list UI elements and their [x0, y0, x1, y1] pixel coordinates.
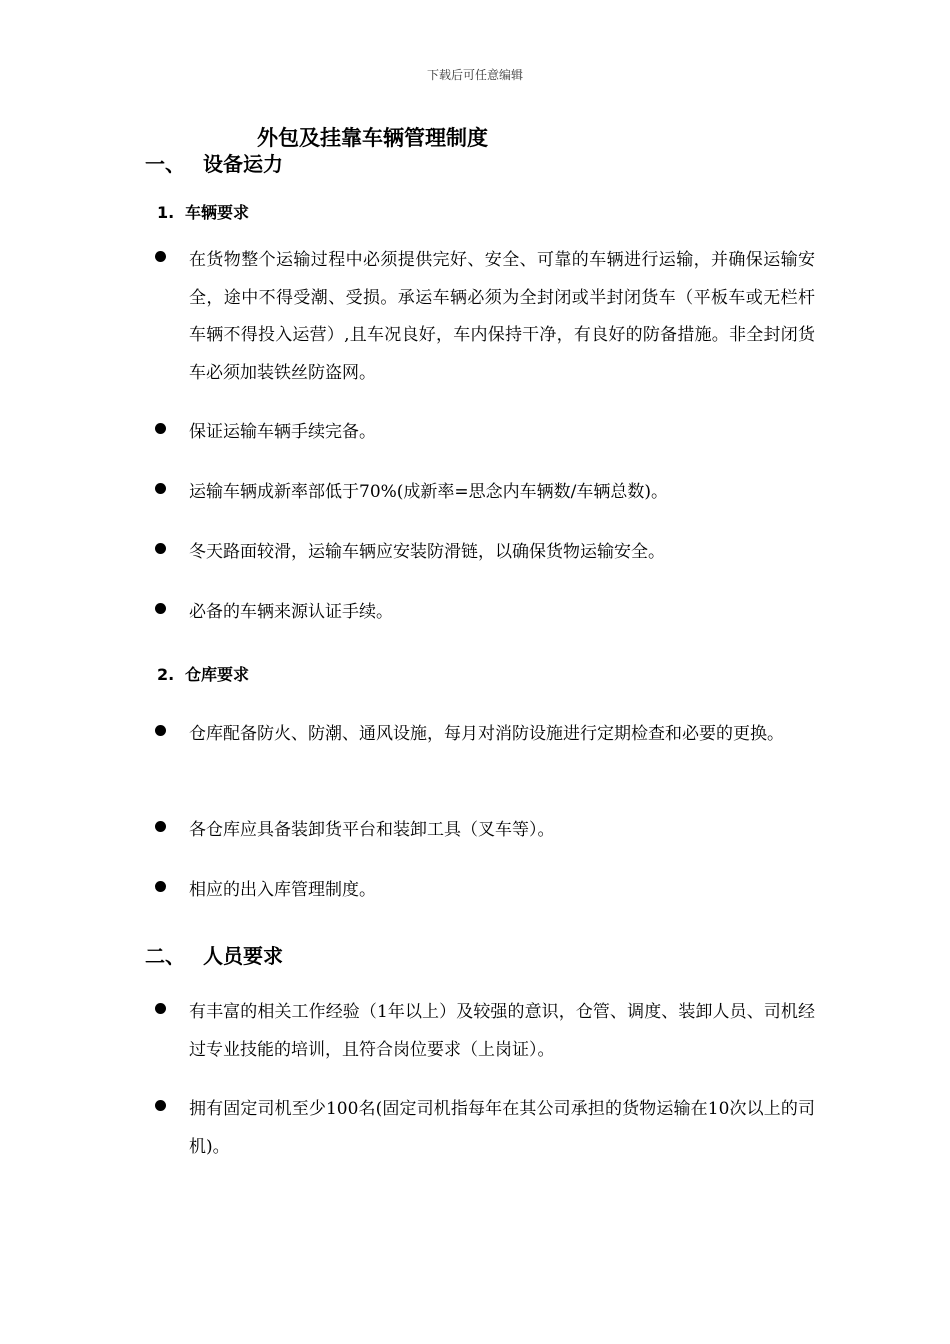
- list-item-text: 有丰富的相关工作经验（1年以上）及较强的意识，仓管、调度、装卸人员、司机经过专业技能的培训，且符合岗位要求（上岗证）。: [189, 1002, 815, 1060]
- section-number: 二、: [145, 944, 185, 968]
- list-item: [155, 872, 815, 910]
- section-heading: [145, 940, 283, 969]
- header-note: 下载后可任意编辑: [426, 68, 523, 82]
- subsection-number: 1.: [157, 203, 175, 222]
- bullet-icon: [155, 603, 166, 614]
- document-title: 外包及挂靠车辆管理制度: [257, 126, 488, 150]
- bullet-icon: [155, 881, 166, 892]
- list-item-text: 冬天路面较滑，运输车辆应安装防滑链，以确保货物运输安全。: [189, 542, 665, 562]
- list-item-text: 保证运输车辆手续完备。: [189, 422, 376, 442]
- list-item-text: 各仓库应具备装卸货平台和装卸工具（叉车等）。: [189, 820, 555, 840]
- subsection-title: 仓库要求: [185, 665, 250, 684]
- subsection-title: 车辆要求: [185, 203, 250, 222]
- list-item-text: 在货物整个运输过程中必须提供完好、安全、可靠的车辆进行运输，并确保运输安全，途中不得受潮、受损。承运车辆必须为全封闭或半封闭货车（平板车或无栏杆车辆不得投入运营）,且车况良好，车内保持干净，有良好的防备措施。非全封闭货车必须加装铁丝防盗网。: [189, 250, 815, 383]
- list-item-text: 仓库配备防火、防潮、通风设施，每月对消防设施进行定期检查和必要的更换。: [189, 724, 784, 744]
- subsection-number: 2.: [157, 665, 175, 684]
- list-item-text: 运输车辆成新率部低于70%(成新率=思念内车辆数/车辆总数)。: [189, 482, 669, 502]
- list-item: [155, 242, 815, 392]
- bullet-icon: [155, 821, 166, 832]
- subsection-heading: [157, 200, 249, 223]
- bullet-icon: [155, 725, 166, 736]
- list-item: [155, 414, 815, 452]
- bullet-icon: [155, 543, 166, 554]
- section-number: 一、: [145, 152, 185, 176]
- list-item-text: 必备的车辆来源认证手续。: [189, 602, 393, 622]
- section-title: 设备运力: [203, 152, 283, 176]
- list-item: [155, 534, 815, 572]
- list-item: [155, 474, 815, 512]
- bullet-icon: [155, 1100, 166, 1111]
- list-item: [155, 716, 815, 754]
- bullet-icon: [155, 483, 166, 494]
- bullet-icon: [155, 423, 166, 434]
- list-item: [155, 1091, 815, 1166]
- list-item: [155, 994, 815, 1069]
- bullet-icon: [155, 1003, 166, 1014]
- list-item-text: 相应的出入库管理制度。: [189, 880, 376, 900]
- list-item: [155, 812, 815, 850]
- list-item-text: 拥有固定司机至少100名(固定司机指每年在其公司承担的货物运输在10次以上的司机)。: [189, 1099, 815, 1157]
- bullet-icon: [155, 251, 166, 262]
- section-title: 人员要求: [203, 944, 283, 968]
- section-heading: [145, 148, 283, 177]
- subsection-heading: [157, 662, 249, 685]
- list-item: [155, 594, 815, 632]
